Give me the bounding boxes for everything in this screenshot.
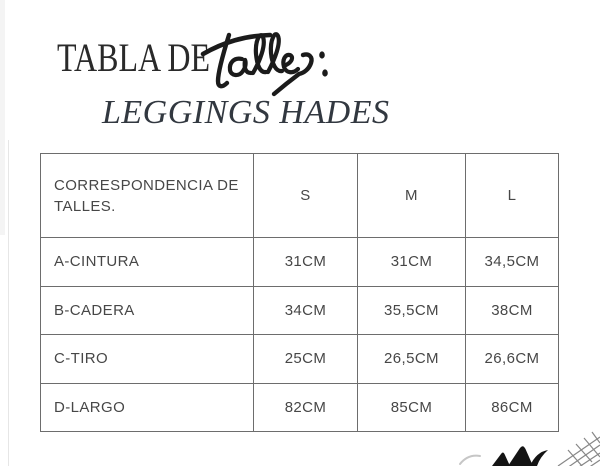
header-cell-correspondencia: CORRESPONDENCIA DE TALLES. [41,154,254,238]
page-subtitle: LEGGINGS HADES [102,94,390,131]
row-label: C-TIRO [41,335,254,384]
corner-sketch-decoration [430,424,600,466]
row-label: A-CINTURA [41,238,254,287]
table-row-cintura [41,238,559,287]
page-title [57,35,248,80]
header-row [41,154,559,238]
size-value: 35,5CM [358,286,466,335]
header-cell-size-s: S [254,154,358,238]
size-value: 26,6CM [466,335,559,384]
size-value: 38CM [466,286,559,335]
title-prefix: TABLA DE [57,35,210,80]
size-value: 85CM [358,383,466,432]
size-value: 34,5CM [466,238,559,287]
table-row-tiro [41,335,559,384]
header-cell-size-l: L [466,154,559,238]
size-value: 34CM [254,286,358,335]
table-row-cadera [41,286,559,335]
row-label: D-LARGO [41,383,254,432]
size-chart-table [40,153,559,432]
page-edge-line [8,140,9,466]
size-value: 31CM [254,238,358,287]
size-value: 26,5CM [358,335,466,384]
row-label: B-CADERA [41,286,254,335]
size-value: 31CM [358,238,466,287]
size-value: 25CM [254,335,358,384]
page-edge-shade [0,0,5,235]
header-cell-size-m: M [358,154,466,238]
size-value: 82CM [254,383,358,432]
size-value: 86CM [466,383,559,432]
